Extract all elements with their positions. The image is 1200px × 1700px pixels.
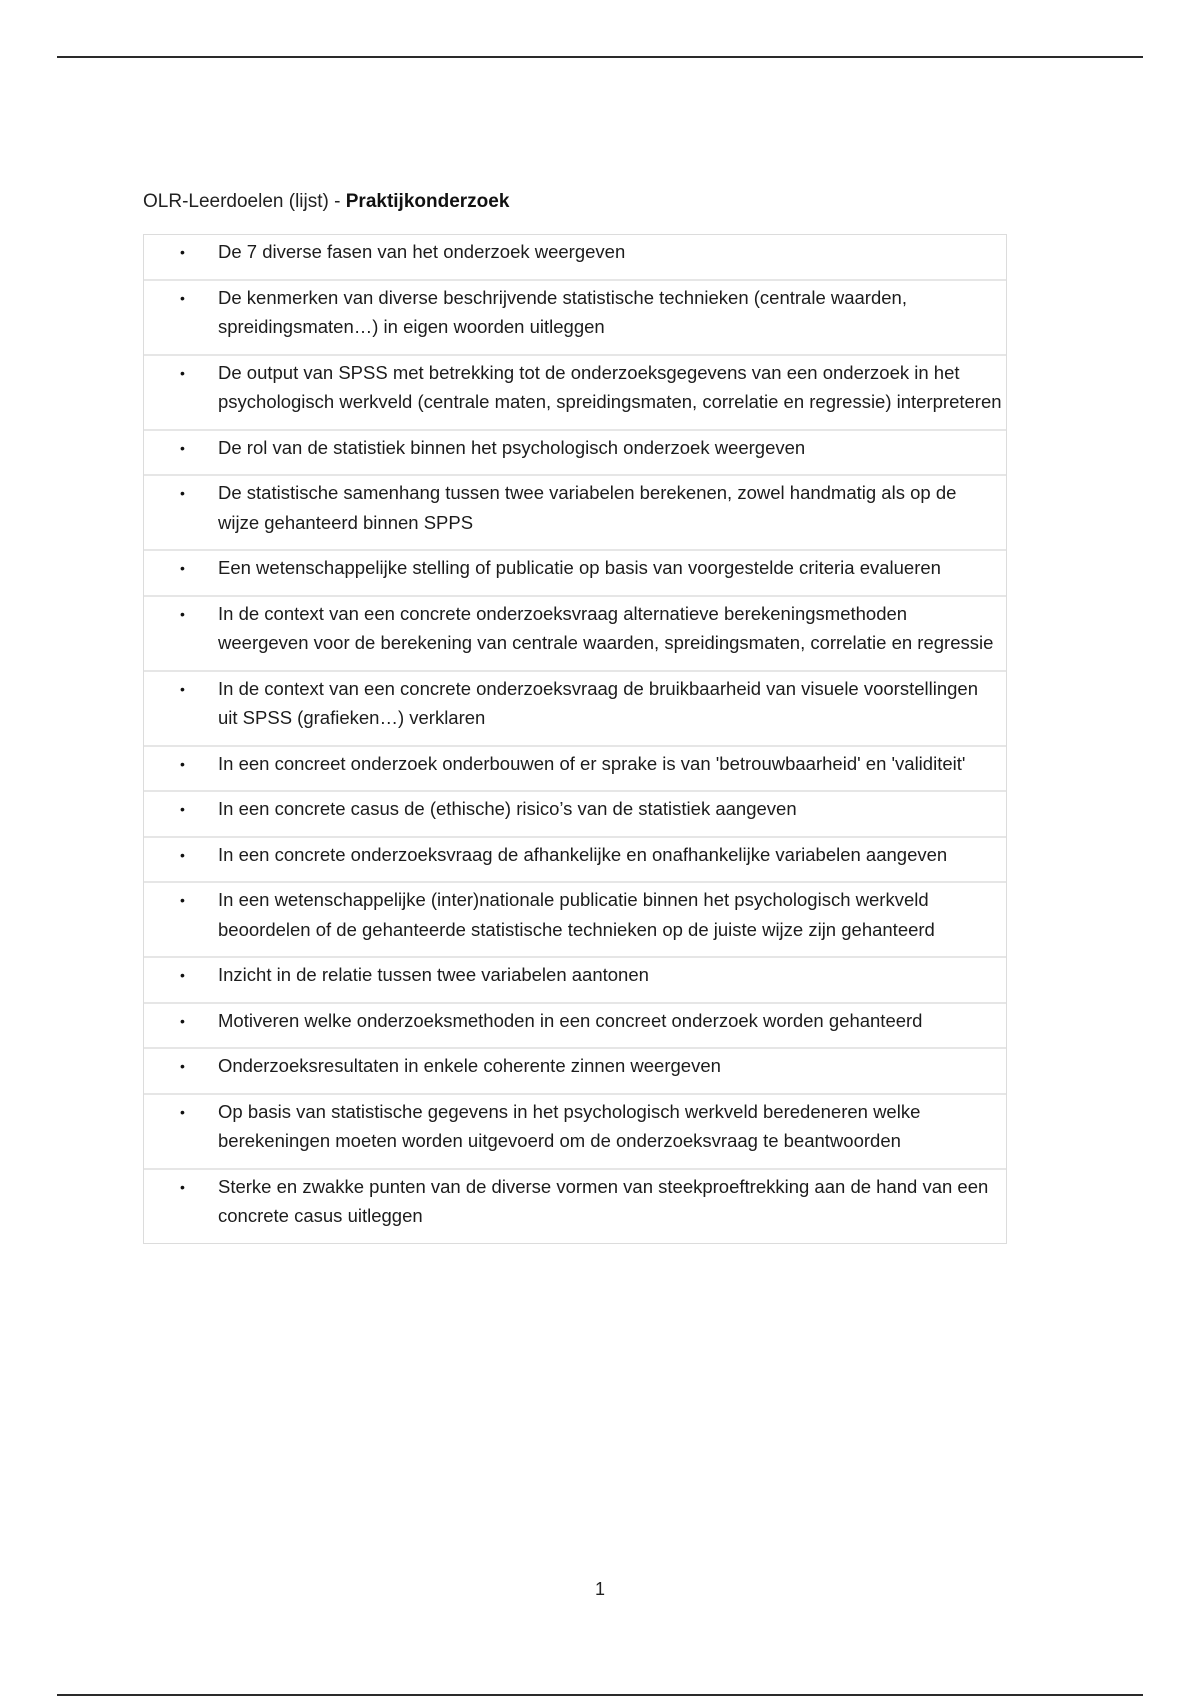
goal-text: Motiveren welke onderzoeksmethoden in een concreet onderzoek worden gehanteerd: [218, 1009, 923, 1031]
bullet-icon: •: [180, 967, 185, 983]
bullet-icon: •: [180, 244, 185, 260]
goal-row: [144, 958, 1006, 1004]
learning-goals-table: [143, 234, 1007, 1244]
goal-text: Een wetenschappelijke stelling of publicatie op basis van voorgestelde criteria evalueren: [218, 557, 941, 578]
goal-text: Onderzoeksresultaten in enkele coherente zinnen weergeven: [218, 1055, 721, 1076]
goal-text: In een concrete casus de (ethische) risico’s van de statistiek aangeven: [218, 798, 797, 819]
goal-text: Sterke en zwakke punten van de diverse vormen van steekproeftrekking aan de hand van een concrete casus uitleggen: [218, 1175, 989, 1226]
goal-row: [144, 1095, 1006, 1170]
goal-text: De kenmerken van diverse beschrijvende statistische technieken (centrale waarden, spreidingsmaten…) in eigen woorden uitleggen: [218, 286, 907, 337]
goal-row: [144, 551, 1006, 597]
bullet-icon: •: [180, 846, 185, 863]
page-number: 1: [594, 1579, 605, 1599]
goal-row: [144, 747, 1006, 793]
bullet-icon: •: [180, 289, 185, 306]
goal-row: [144, 597, 1006, 672]
bullet-icon: •: [180, 1103, 185, 1120]
goal-text: De 7 diverse fasen van het onderzoek weergeven: [218, 241, 626, 262]
goal-text: In de context van een concrete onderzoeksvraag alternatieve berekeningsmethoden weergeven voor de berekening van centrale waarden, spreidingsmaten, correlatie en regressie: [218, 602, 994, 653]
goal-text: In een concreet onderzoek onderbouwen of er sprake is van 'betrouwbaarheid' en 'validiteit': [218, 752, 966, 774]
goal-text: In de context van een concrete onderzoeksvraag de bruikbaarheid van visuele voorstellingen uit SPSS (grafieken…) verklaren: [218, 677, 979, 728]
goal-row: [144, 1170, 1006, 1243]
bullet-icon: •: [180, 439, 185, 456]
goal-row: [144, 672, 1006, 747]
bullet-icon: •: [180, 755, 185, 772]
footer-rule: [57, 1694, 1143, 1696]
title-subject: Praktijkonderzoek: [345, 191, 510, 212]
title-prefix: OLR-Leerdoelen (lijst) -: [143, 191, 346, 212]
document-title: [143, 190, 509, 214]
header-rule: [57, 56, 1143, 58]
goal-row: [144, 838, 1006, 884]
goal-text: De output van SPSS met betrekking tot de onderzoeksgegevens van een onderzoek in het psychologisch werkveld (centrale maten, spreidingsmaten, correlatie en regressie) interpreteren: [218, 361, 1002, 412]
bullet-icon: •: [180, 364, 185, 381]
goal-row: [144, 431, 1006, 477]
goal-text: In een wetenschappelijke (inter)nationale publicatie binnen het psychologisch werkveld beoordelen of de gehanteerde statistische technieken op de juiste wijze zijn gehanteerd: [218, 889, 935, 940]
goal-text: Op basis van statistische gegevens in het psychologisch werkveld beredeneren welke berekeningen moeten worden uitgevoerd om de onderzoeksvraag te beantwoorden: [218, 1100, 921, 1151]
bullet-icon: •: [180, 1012, 185, 1029]
goal-row: [144, 792, 1006, 838]
bullet-icon: •: [180, 605, 185, 622]
goal-text: In een concrete onderzoeksvraag de afhankelijke en onafhankelijke variabelen aangeven: [218, 843, 948, 865]
goal-row: [144, 356, 1006, 431]
goal-text: De statistische samenhang tussen twee variabelen berekenen, zowel handmatig als op de wijze gehanteerd binnen SPPS: [218, 482, 957, 533]
goal-row: [144, 1004, 1006, 1050]
goal-row: [144, 1049, 1006, 1095]
bullet-icon: •: [180, 801, 185, 817]
goal-row: [144, 883, 1006, 958]
goal-text: De rol van de statistiek binnen het psychologisch onderzoek weergeven: [218, 436, 806, 458]
bullet-icon: •: [180, 1178, 185, 1195]
bullet-icon: •: [180, 485, 185, 501]
goal-row: [144, 476, 1006, 551]
bullet-icon: •: [180, 560, 185, 576]
goal-text: Inzicht in de relatie tussen twee variabelen aantonen: [218, 964, 649, 985]
bullet-icon: •: [180, 892, 185, 908]
goal-row: [144, 281, 1006, 356]
bullet-icon: •: [180, 680, 185, 697]
goal-row: [144, 235, 1006, 281]
bullet-icon: •: [180, 1058, 185, 1074]
